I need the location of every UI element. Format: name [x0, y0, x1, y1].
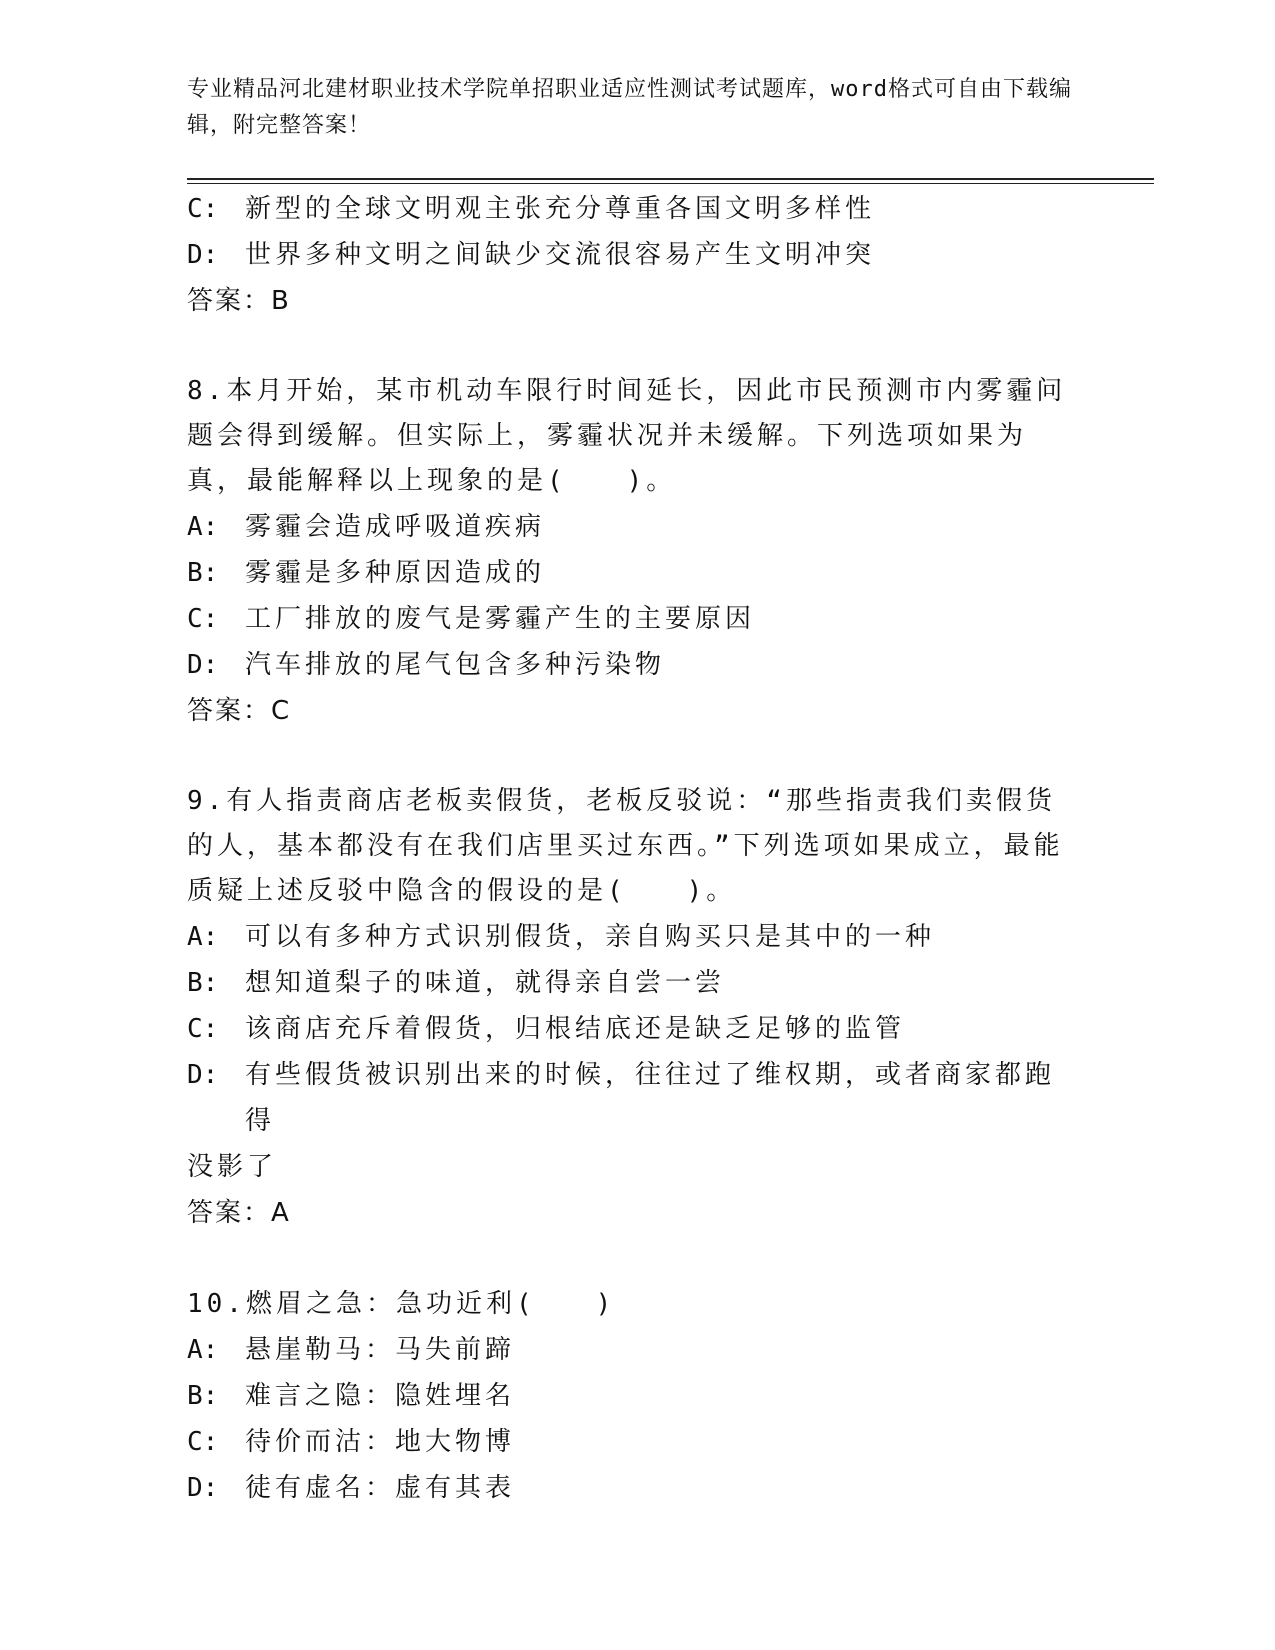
spacer	[187, 1236, 1067, 1281]
option-letter: A:	[187, 512, 219, 542]
option-text: 雾霾会造成呼吸道疾病	[245, 512, 546, 542]
option-letter: A:	[187, 922, 219, 952]
option-d	[187, 232, 1067, 278]
option-letter: D:	[187, 1060, 219, 1090]
question-stem: 10.燃眉之急：急功近利( )	[187, 1289, 616, 1319]
option-b	[187, 550, 1067, 596]
option-c	[187, 1419, 1067, 1465]
option-text: 该商店充斥着假货，归根结底还是缺乏足够的监管	[245, 1014, 906, 1044]
option-text: 工厂排放的废气是雾霾产生的主要原因	[245, 604, 756, 634]
option-text: 世界多种文明之间缺少交流很容易产生文明冲突	[245, 240, 876, 270]
option-a	[187, 914, 1067, 960]
question-stem: 8.本月开始，某市机动车限行时间延长，因此市民预测市内雾霾问题会得到缓解。但实际上，雾霾状况并未缓解。下列选项如果为真，最能解释以上现象的是( )。	[187, 376, 1067, 496]
option-text: 待价而沽：地大物博	[245, 1427, 516, 1457]
option-d	[187, 1052, 1067, 1190]
question-content	[187, 186, 1067, 1511]
spacer	[187, 324, 1067, 369]
option-letter: C:	[187, 1014, 219, 1044]
option-text: 新型的全球文明观主张充分尊重各国文明多样性	[245, 194, 876, 224]
question-stem: 9.有人指责商店老板卖假货，老板反驳说：“那些指责我们卖假货的人，基本都没有在我们店里买过东西。”下列选项如果成立，最能质疑上述反驳中隐含的假设的是( )。	[187, 786, 1064, 906]
option-text: 有些假货被识别出来的时候，往往过了维权期，或者商家都跑得	[245, 1060, 1056, 1136]
spacer	[187, 734, 1067, 779]
option-b	[187, 960, 1067, 1006]
option-text: 难言之隐：隐姓埋名	[245, 1381, 516, 1411]
option-text: 徒有虚名：虚有其表	[245, 1473, 516, 1503]
option-letter: C:	[187, 604, 219, 634]
option-c	[187, 1006, 1067, 1052]
answer: 答案：A	[187, 1198, 291, 1228]
option-letter: B:	[187, 1381, 219, 1411]
option-d	[187, 1465, 1067, 1511]
question-8	[187, 369, 1067, 734]
option-a	[187, 1327, 1067, 1373]
answer: 答案：C	[187, 696, 292, 726]
option-c	[187, 186, 1067, 232]
option-letter: B:	[187, 968, 219, 998]
question-7	[187, 186, 1067, 324]
option-letter: C:	[187, 1427, 219, 1457]
option-text: 悬崖勒马：马失前蹄	[245, 1335, 516, 1365]
header-divider	[187, 178, 1154, 180]
option-c	[187, 596, 1067, 642]
option-letter: A:	[187, 1335, 219, 1365]
option-letter: D:	[187, 240, 219, 270]
option-text: 汽车排放的尾气包含多种污染物	[245, 650, 666, 680]
question-9	[187, 779, 1067, 1236]
option-text-continued: 没影了	[187, 1152, 278, 1182]
option-letter: C:	[187, 194, 219, 224]
page-header: 专业精品河北建材职业技术学院单招职业适应性测试考试题库，word格式可自由下载编辑，附完整答案！	[187, 77, 1072, 138]
question-10	[187, 1281, 1067, 1511]
option-letter: B:	[187, 558, 219, 588]
option-text: 雾霾是多种原因造成的	[245, 558, 546, 588]
option-a	[187, 504, 1067, 550]
option-text: 可以有多种方式识别假货，亲自购买只是其中的一种	[245, 922, 936, 952]
answer: 答案：B	[187, 286, 291, 316]
option-letter: D:	[187, 1473, 219, 1503]
option-text: 想知道梨子的味道，就得亲自尝一尝	[245, 968, 726, 998]
option-letter: D:	[187, 650, 219, 680]
option-d	[187, 642, 1067, 688]
option-b	[187, 1373, 1067, 1419]
